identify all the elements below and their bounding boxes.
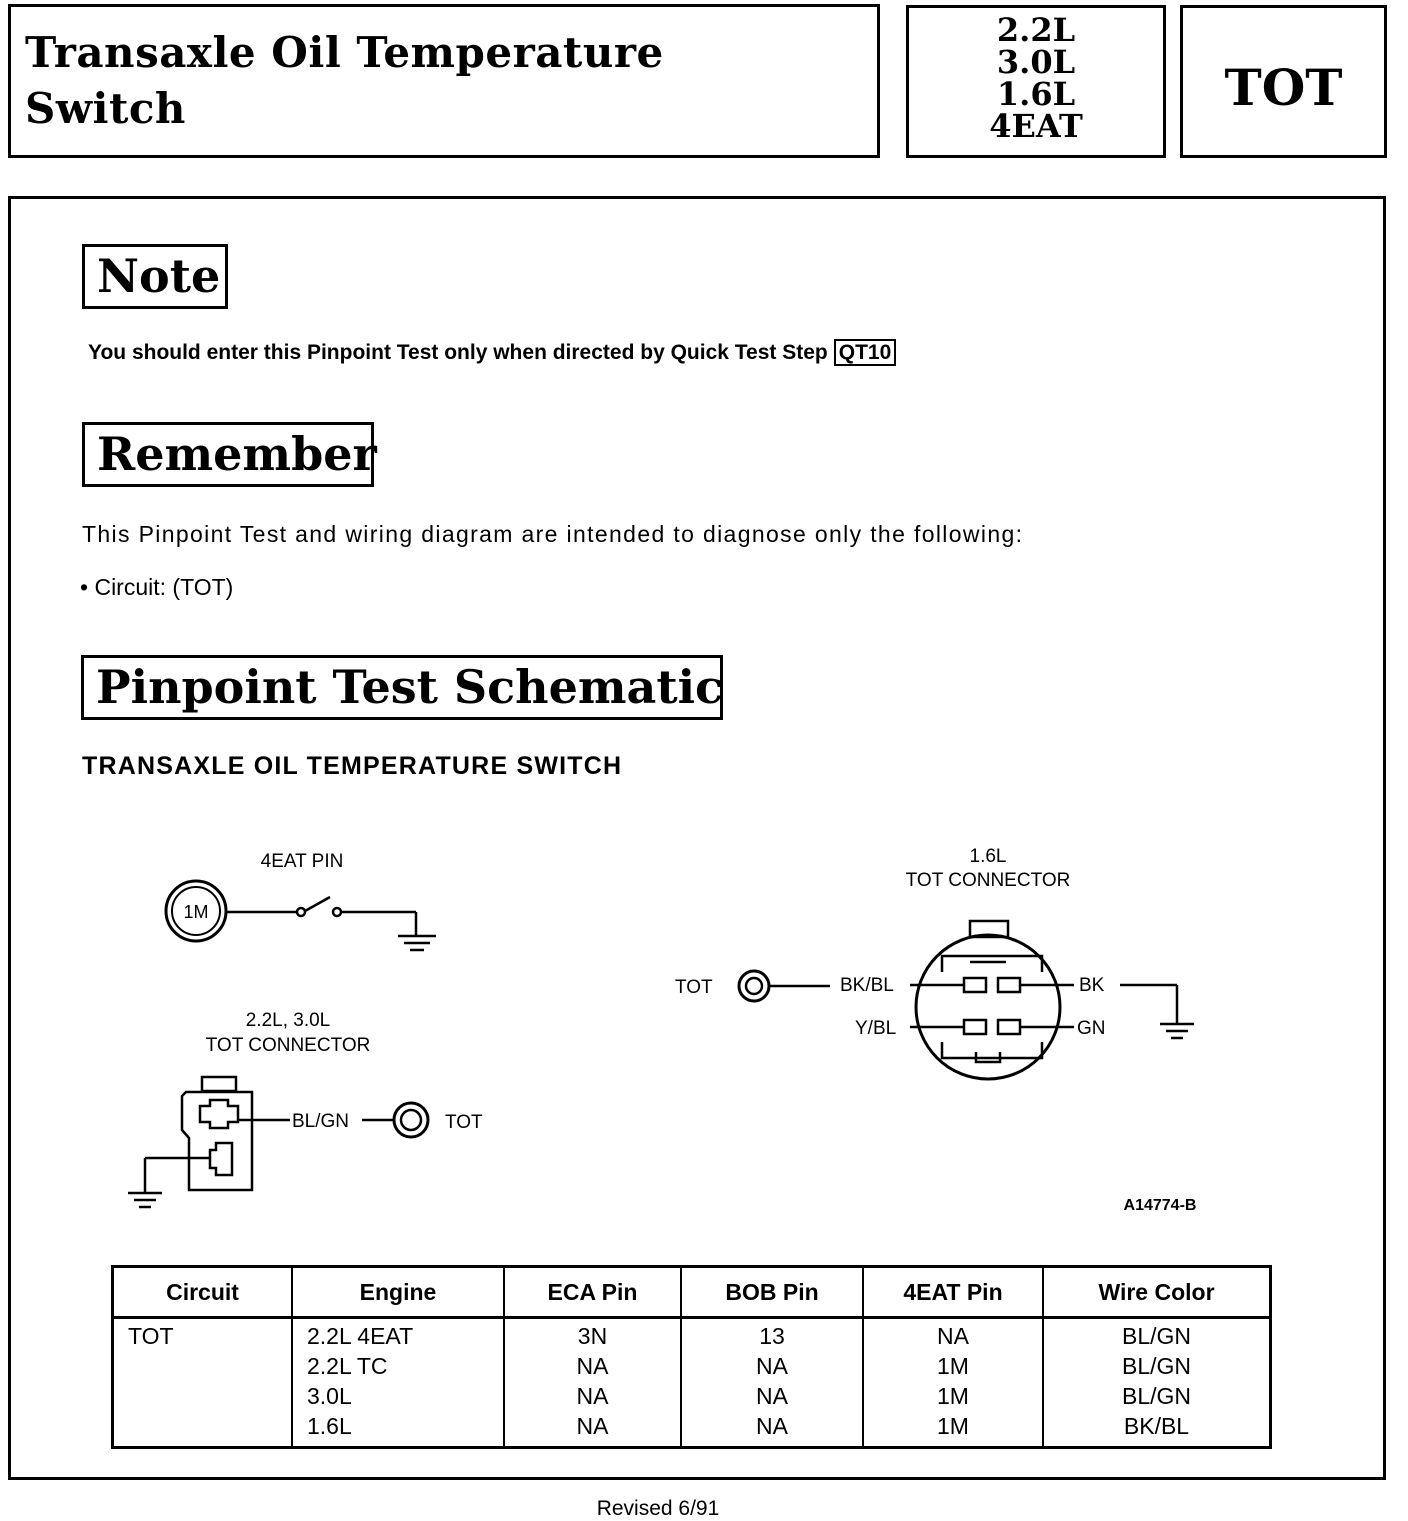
circuit-code: TOT [1224, 58, 1343, 117]
bullet-mark: • [80, 574, 89, 600]
quick-test-step-ref: QT10 [834, 339, 897, 366]
conn22-tot-label: TOT [445, 1112, 483, 1133]
conn16-wires [910, 985, 1177, 1027]
wire-color-value: BL/GN [1121, 1323, 1192, 1349]
cell-4eat-pins [863, 1318, 1043, 1447]
col-header-circuit: Circuit [114, 1268, 292, 1318]
schematic-subtitle: TRANSAXLE OIL TEMPERATURE SWITCH [82, 752, 623, 780]
wire-color-value: BK/BL [1123, 1413, 1190, 1439]
wire-color-value: BL/GN [1121, 1383, 1192, 1409]
tot-terminal-symbol [739, 971, 769, 1001]
conn16-label-name: TOT CONNECTOR [905, 870, 1071, 891]
cell-engines [292, 1318, 504, 1447]
page-title-line1: Transaxle Oil Temperature [25, 28, 664, 77]
wire-bk-label: BK [1079, 975, 1105, 996]
schematic-heading: Pinpoint Test Schematic [81, 655, 723, 720]
engine-label: 1.6L [996, 75, 1076, 113]
table-header-row [114, 1268, 1269, 1318]
engine-value: 3.0L [307, 1383, 352, 1409]
conn22-wire-label: BL/GN [292, 1111, 350, 1132]
conn16-tot-label: TOT [675, 977, 713, 998]
ground-icon [1160, 1024, 1194, 1038]
eca-pin-value: 3N [577, 1323, 608, 1349]
bob-pin-value: NA [756, 1413, 788, 1439]
cell-wire-colors [1043, 1318, 1269, 1447]
cell-eca-pins [504, 1318, 681, 1447]
col-header-4eat-pin: 4EAT Pin [863, 1268, 1043, 1318]
eat-pin-id: 1M [183, 902, 209, 922]
conn16-label-engine: 1.6L [969, 846, 1007, 867]
eat-pin-value: 1M [937, 1383, 969, 1409]
eat-pin-value: 1M [937, 1353, 969, 1379]
ground-icon [128, 1193, 162, 1207]
col-header-wire-color: Wire Color [1043, 1268, 1269, 1318]
revision-footer: Revised 6/91 [596, 1497, 720, 1520]
eca-pin-value: NA [576, 1383, 609, 1409]
remember-text: This Pinpoint Test and wiring diagram are intended to diagnose only the following: [82, 521, 1024, 547]
col-header-eca-pin: ECA Pin [504, 1268, 681, 1318]
figure-id: A14774-B [1123, 1197, 1197, 1214]
tot-terminal-symbol [394, 1103, 428, 1137]
engine-value: 2.2L 4EAT [307, 1323, 414, 1349]
cell-circuit [114, 1318, 292, 1447]
engine-label: 2.2L [996, 11, 1076, 49]
col-header-bob-pin: BOB Pin [681, 1268, 863, 1318]
conn22-label-name: TOT CONNECTOR [205, 1035, 371, 1056]
engine-value: 2.2L TC [307, 1353, 388, 1379]
engine-value: 1.6L [307, 1413, 352, 1439]
conn16-connector-symbol [916, 921, 1060, 1079]
remember-heading: Remember [82, 422, 374, 487]
cell-bob-pins [681, 1318, 863, 1447]
engine-label: 4EAT [989, 107, 1083, 145]
wire-ybl-label: Y/BL [855, 1018, 897, 1039]
eat-pin-label: 4EAT PIN [260, 851, 344, 872]
wire-bkbl-label: BK/BL [840, 975, 894, 996]
circuit-value: TOT [128, 1323, 174, 1349]
note-heading: Note [82, 244, 228, 309]
ground-icon [398, 936, 436, 950]
eca-pin-value: NA [576, 1413, 609, 1439]
page-title-line2: Switch [25, 84, 186, 133]
table-row [114, 1318, 1269, 1447]
pin-table [111, 1265, 1272, 1449]
eat-pin-value: NA [937, 1323, 969, 1349]
bob-pin-value: NA [756, 1383, 788, 1409]
bob-pin-value: 13 [759, 1323, 785, 1349]
eca-pin-value: NA [576, 1353, 609, 1379]
conn22-connector-symbol [182, 1077, 252, 1190]
wire-gn-label: GN [1077, 1018, 1106, 1039]
wire-color-value: BL/GN [1121, 1353, 1192, 1379]
bullet-text: Circuit: (TOT) [94, 574, 234, 600]
bob-pin-value: NA [756, 1353, 788, 1379]
tot-switch-symbol [226, 897, 416, 935]
col-header-engine: Engine [292, 1268, 504, 1318]
eat-pin-value: 1M [937, 1413, 969, 1439]
note-body: You should enter this Pinpoint Test only when directed by Quick Test Step [88, 341, 828, 364]
conn22-label-engines: 2.2L, 3.0L [245, 1010, 331, 1031]
engine-label: 3.0L [996, 43, 1076, 81]
